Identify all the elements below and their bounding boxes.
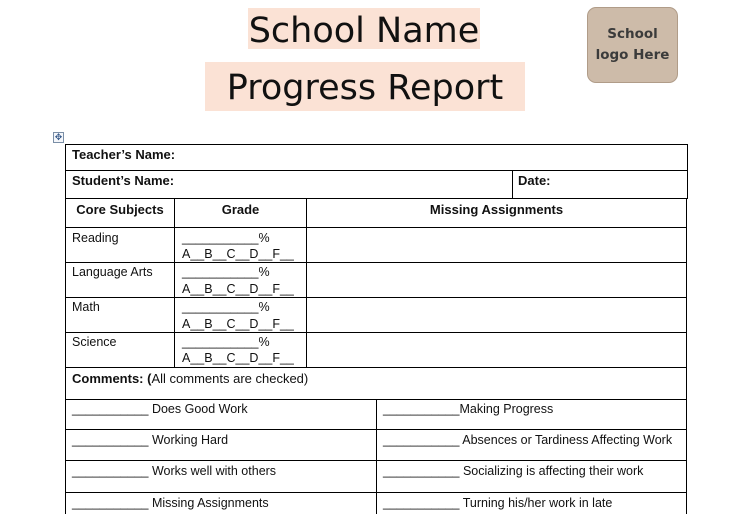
- grade-letter-options[interactable]: A__B__C__D__F__: [182, 282, 294, 296]
- grade-letter-options[interactable]: A__B__C__D__F__: [182, 317, 294, 331]
- comment-making-progress[interactable]: ___________Making Progress: [383, 402, 554, 416]
- comment-absences-tardiness[interactable]: ___________ Absences or Tardiness Affecting Work: [383, 433, 673, 447]
- logo-line-1: School: [607, 26, 658, 42]
- comment-turning-work-late[interactable]: ___________ Turning his/her work in late: [383, 496, 613, 510]
- comment-working-hard[interactable]: ___________ Working Hard: [72, 433, 229, 447]
- school-name-title: School Name: [248, 8, 480, 49]
- grade-percent-field[interactable]: ___________%: [182, 335, 270, 349]
- grade-percent-field[interactable]: ___________%: [182, 300, 270, 314]
- school-logo-placeholder: [587, 7, 678, 83]
- subject-math: Math: [72, 300, 100, 314]
- student-name-label: Student’s Name:: [72, 173, 175, 188]
- comment-does-good-work[interactable]: ___________ Does Good Work: [72, 402, 248, 416]
- report-title: Progress Report: [205, 62, 525, 111]
- date-label: Date:: [518, 173, 551, 188]
- header-grade: Grade: [221, 202, 260, 217]
- comments-label-bold: Comments: (: [72, 371, 152, 386]
- teacher-name-label: Teacher’s Name:: [72, 147, 176, 162]
- logo-line-2: logo Here: [595, 47, 670, 63]
- comment-missing-assignments[interactable]: ___________ Missing Assignments: [72, 496, 269, 510]
- subject-science: Science: [72, 335, 117, 349]
- subject-language-arts: Language Arts: [72, 265, 153, 279]
- grade-percent-field[interactable]: ___________%: [182, 265, 270, 279]
- subject-reading: Reading: [72, 231, 119, 245]
- comments-label: [72, 371, 308, 387]
- grade-percent-field[interactable]: ___________%: [182, 231, 270, 245]
- comment-works-well-with-others[interactable]: ___________ Works well with others: [72, 464, 277, 478]
- header-core-subjects: Core Subjects: [76, 202, 164, 217]
- comments-label-note: All comments are checked): [151, 371, 309, 386]
- table-move-handle-icon[interactable]: ✥: [54, 132, 63, 142]
- grade-letter-options[interactable]: A__B__C__D__F__: [182, 351, 294, 365]
- comment-socializing[interactable]: ___________ Socializing is affecting their work: [383, 464, 644, 478]
- grade-letter-options[interactable]: A__B__C__D__F__: [182, 247, 294, 261]
- header-missing-assignments: Missing Assignments: [429, 202, 564, 217]
